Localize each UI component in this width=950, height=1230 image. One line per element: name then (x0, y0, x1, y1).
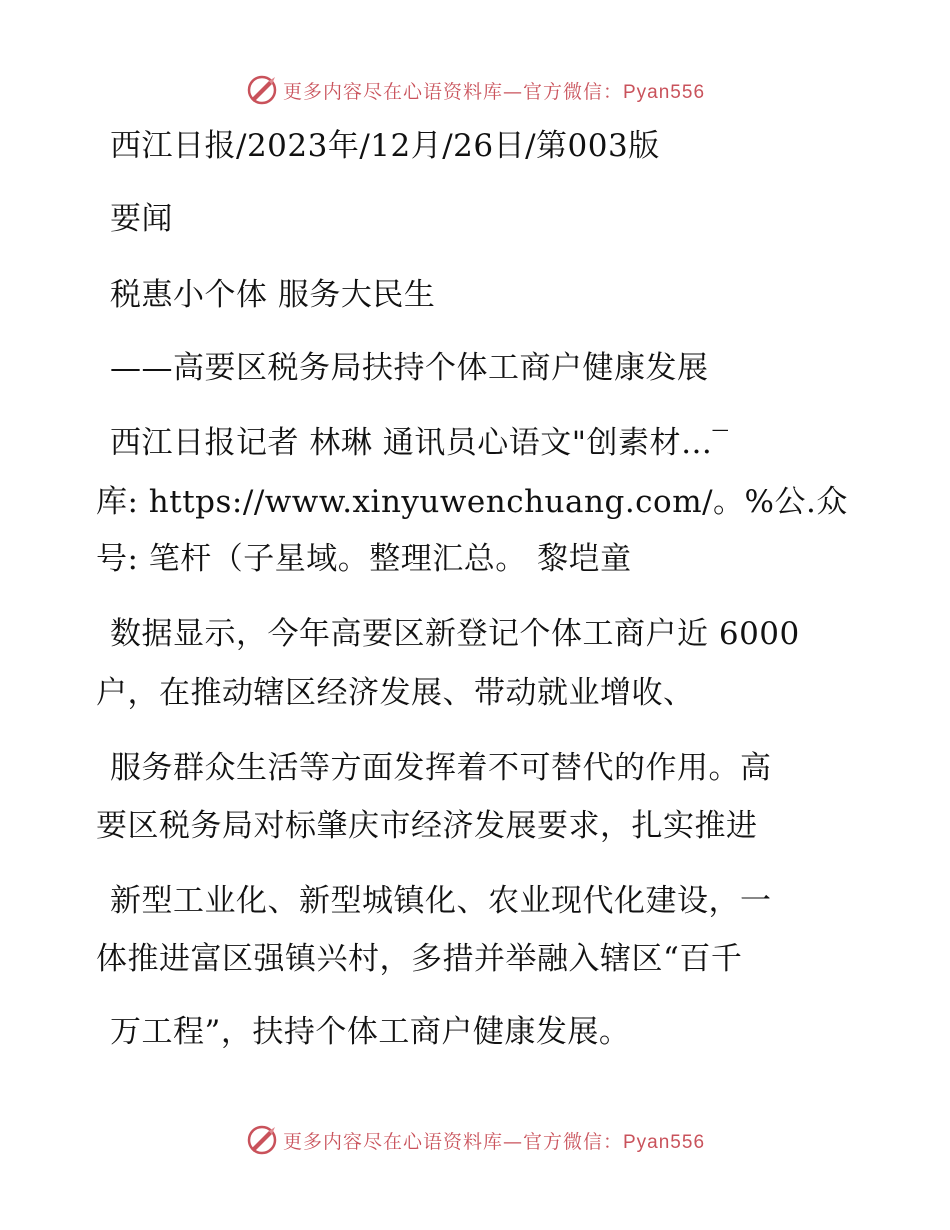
byline-line-1: 西江日报记者 林琳 通讯员心语文"创素材…‾ (110, 425, 729, 461)
masthead: 西江日报/2023年/12月/26日/第003版 (110, 128, 660, 164)
headline: 税惠小个体 服务大民生 (110, 277, 436, 313)
watermark-label: 更多内容尽在心语资料库—官方微信： (282, 80, 623, 103)
subheadline: ——高要区税务局扶持个体工商户健康发展 (110, 350, 709, 386)
header-watermark (0, 70, 950, 110)
footer-watermark (0, 1120, 950, 1160)
section-label: 要闻 (110, 201, 173, 237)
feather-pen-logo-icon (245, 1123, 279, 1157)
watermark-label: 更多内容尽在心语资料库—官方微信： (282, 1130, 623, 1153)
watermark-text (283, 1127, 705, 1154)
body-line-1: 数据显示，今年高要区新登记个体工商户近 6000 (110, 616, 800, 652)
feather-pen-logo-icon (245, 73, 279, 107)
watermark-wechat-id: Pyan556 (623, 81, 706, 103)
watermark-wechat-id: Pyan556 (623, 1131, 706, 1153)
body-line-4: 要区税务局对标肇庆市经济发展要求，扎实推进 (96, 808, 758, 844)
body-line-3: 服务群众生活等方面发挥着不可替代的作用。高 (110, 750, 772, 786)
body-line-2: 户，在推动辖区经济发展、带动就业增收、 (96, 675, 695, 711)
byline-line-3: 号: 笔杆（子星域。整理汇总。 黎垲童 (96, 541, 632, 577)
watermark-text (283, 77, 705, 104)
body-line-7: 万工程”，扶持个体工商户健康发展。 (110, 1014, 631, 1050)
byline-line-2: 库: https://www.xinyuwenchuang.com/。%公.众 (96, 484, 848, 520)
body-line-6: 体推进富区强镇兴村，多措并举融入辖区“百千 (96, 941, 743, 977)
body-line-5: 新型工业化、新型城镇化、农业现代化建设，一 (110, 883, 772, 919)
